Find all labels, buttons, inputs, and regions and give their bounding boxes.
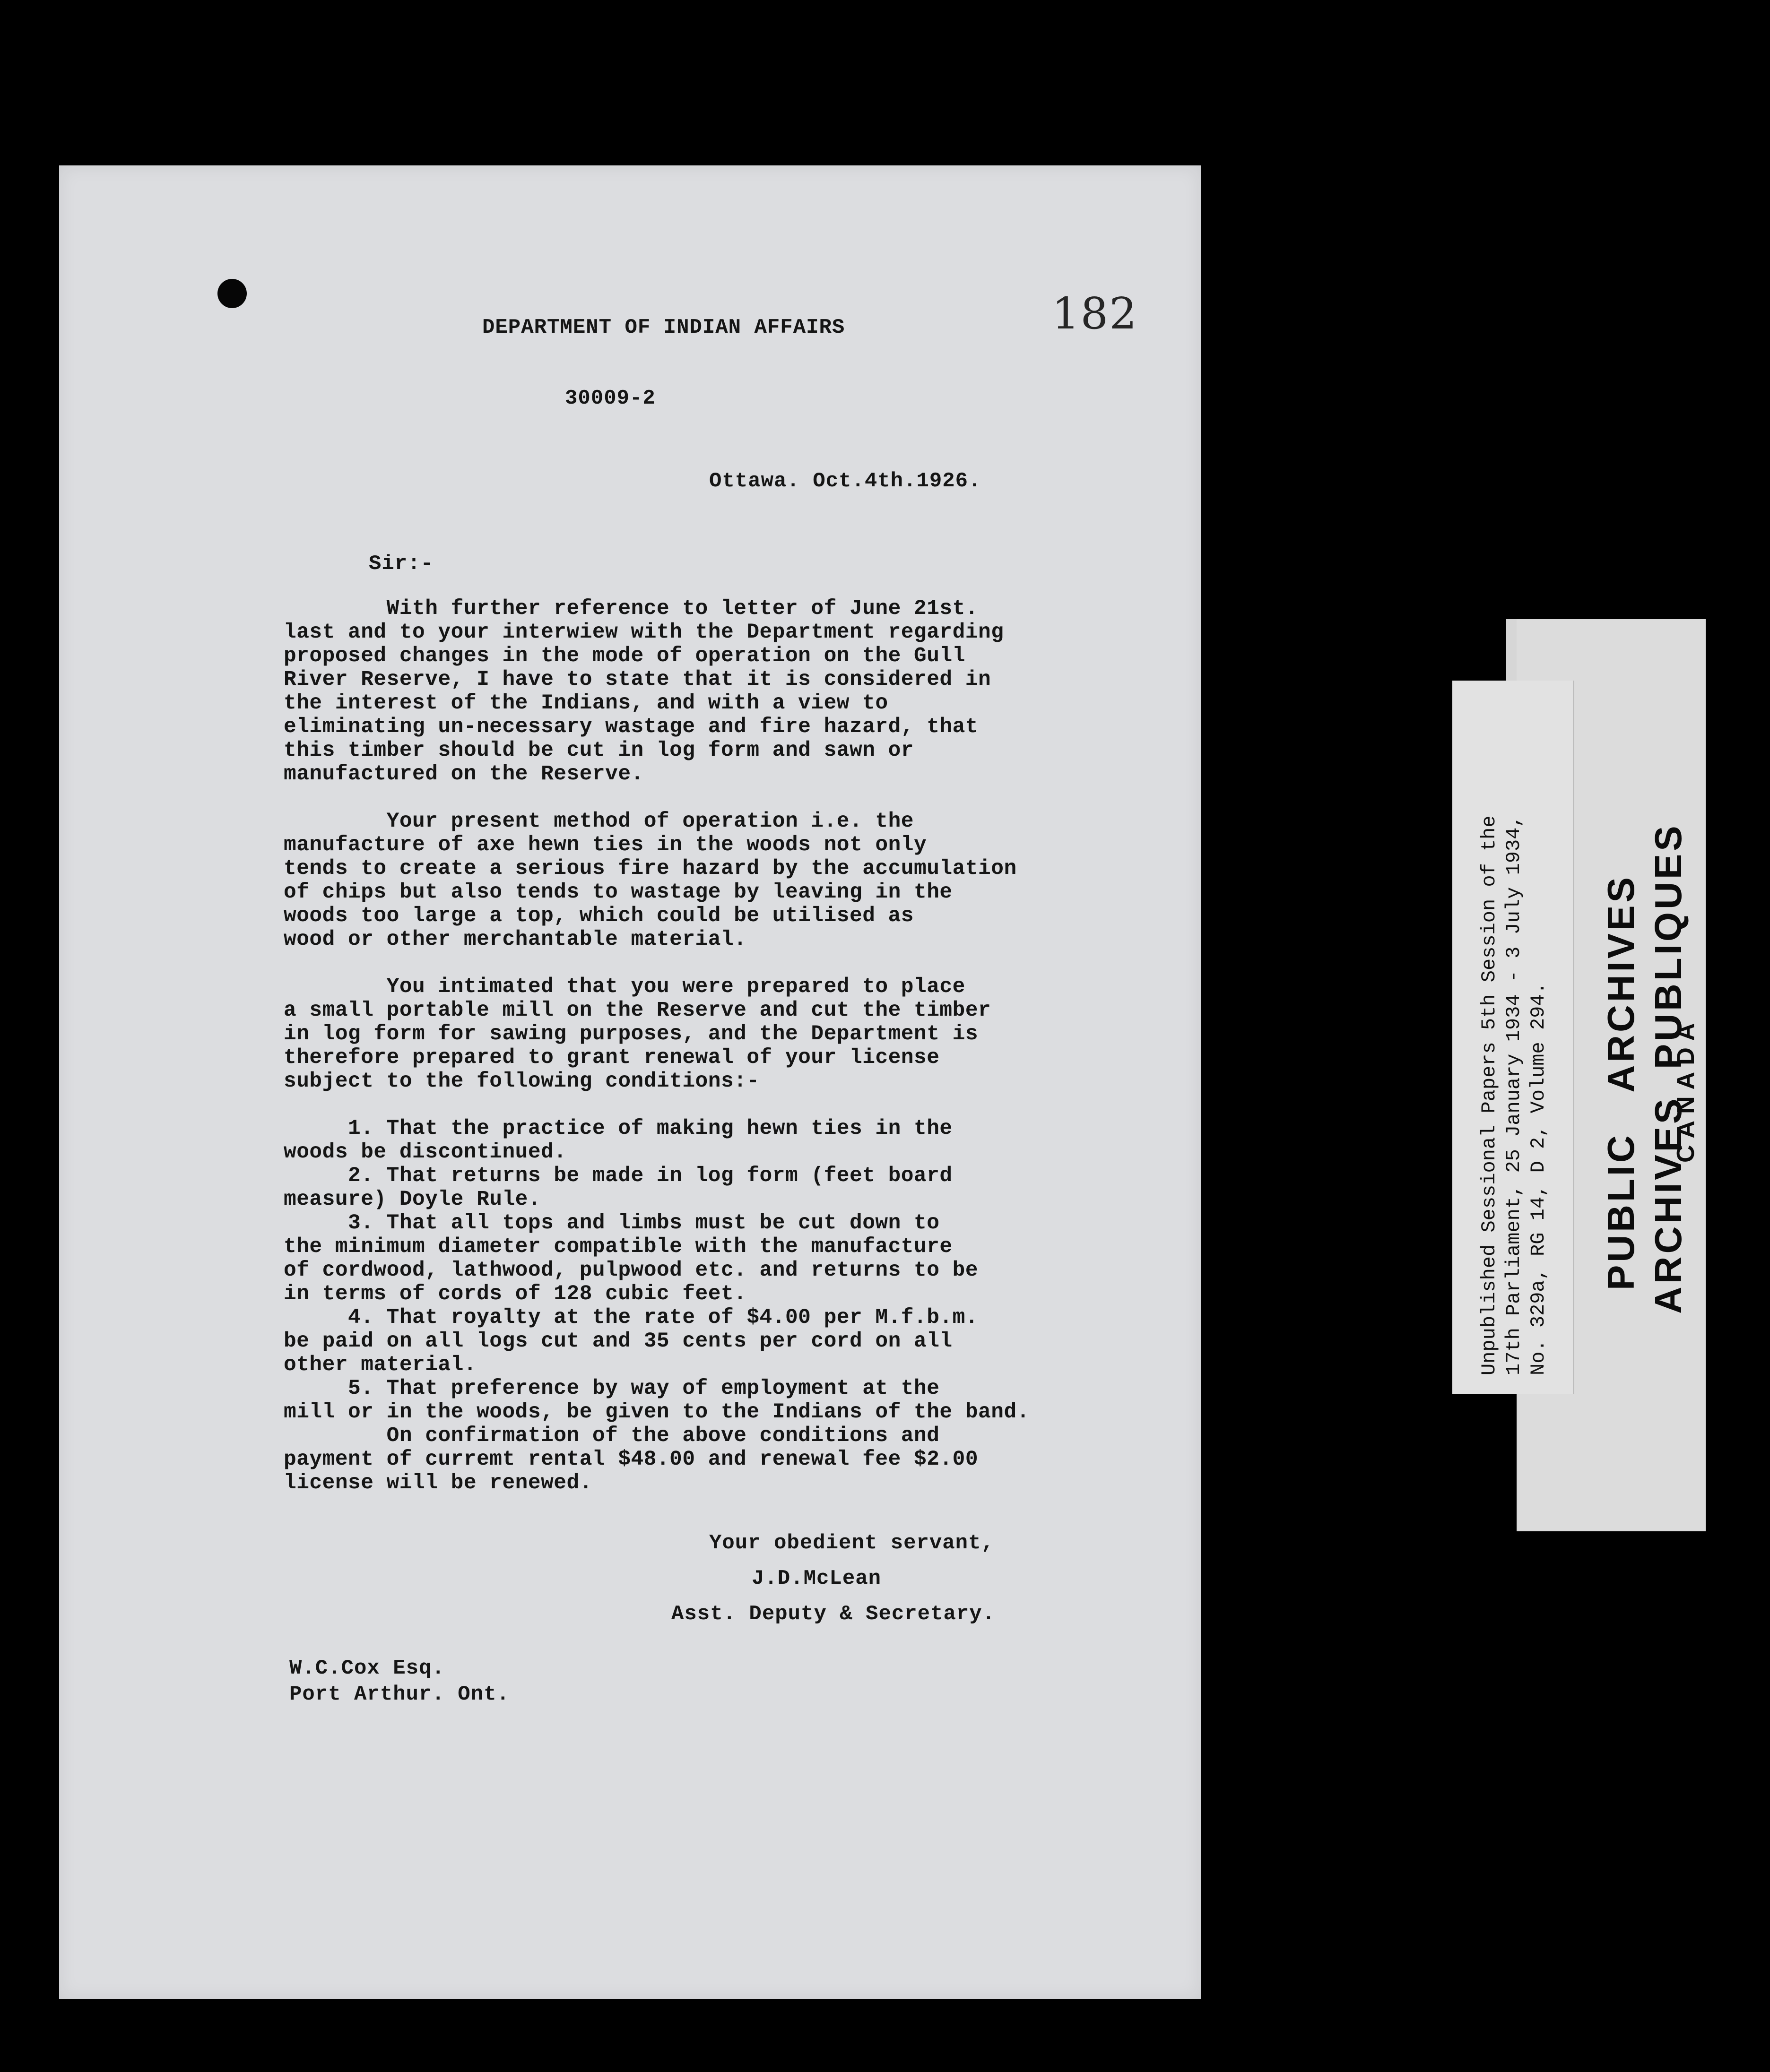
body-line: You intimated that you were prepared to place xyxy=(284,975,965,999)
source-citation xyxy=(1477,815,1551,1375)
body-line: 3. That all tops and limbs must be cut down to xyxy=(284,1211,940,1235)
body-line xyxy=(284,951,1030,975)
body-line: last and to your interwiew with the Department regarding xyxy=(284,621,1004,644)
body-line: in terms of cords of 128 cubic feet. xyxy=(284,1282,747,1306)
source-line: 17th Parliament, 25 January 1934 - 3 July 1934, xyxy=(1502,815,1525,1375)
body-line: 1. That the practice of making hewn ties in the xyxy=(284,1117,953,1140)
body-line: therefore prepared to grant renewal of your license xyxy=(284,1046,940,1070)
body-line: proposed changes in the mode of operation on the Gull xyxy=(284,644,965,668)
department-heading: DEPARTMENT OF INDIAN AFFAIRS xyxy=(482,316,845,339)
public-text: PUBLIC xyxy=(1600,1132,1642,1290)
body-line: 4. That royalty at the rate of $4.00 per M.f.b.m. xyxy=(284,1306,979,1330)
body-line: be paid on all logs cut and 35 cents per cord on all xyxy=(284,1330,953,1353)
body-line: With further reference to letter of June 21st. xyxy=(284,597,979,621)
file-number: 30009-2 xyxy=(565,387,656,410)
body-line: woods be discontinued. xyxy=(284,1140,567,1164)
body-line: measure) Doyle Rule. xyxy=(284,1188,541,1211)
addressee-name: W.C.Cox Esq. xyxy=(289,1657,445,1680)
body-line: other material. xyxy=(284,1353,477,1377)
source-line: No. 329a, RG 14, D 2, Volume 294. xyxy=(1527,982,1550,1375)
letter-page xyxy=(59,165,1201,1999)
source-line: Unpublished Sessional Papers 5th Session of the xyxy=(1478,815,1501,1375)
page-number: 182 xyxy=(1052,288,1138,339)
body-line: of chips but also tends to wastage by leaving in the xyxy=(284,881,953,904)
body-line: mill or in the woods, be given to the Indians of the band. xyxy=(284,1400,1030,1424)
body-line: woods too large a top, which could be utilised as xyxy=(284,904,914,928)
body-line: subject to the following conditions:- xyxy=(284,1070,760,1093)
body-line: in log form for sawing purposes, and the Department is xyxy=(284,1022,979,1046)
body-line: tends to create a serious fire hazard by the accumulation xyxy=(284,857,1017,881)
punch-hole xyxy=(217,279,247,308)
publiques-text: PUBLIQUES xyxy=(1647,823,1689,1070)
body-line: the interest of the Indians, and with a view to xyxy=(284,691,888,715)
archive-source-tab xyxy=(1452,681,1574,1394)
body-line: payment of curremt rental $48.00 and renewal fee $2.00 xyxy=(284,1448,979,1471)
country-name: CANADA xyxy=(1672,1016,1700,1163)
body-line: manufacture of axe hewn ties in the woods not only xyxy=(284,833,927,857)
body-line: license will be renewed. xyxy=(284,1471,592,1495)
body-line xyxy=(284,786,1030,810)
salutation: Sir:- xyxy=(369,552,434,576)
body-line: River Reserve, I have to state that it is considered in xyxy=(284,668,991,691)
body-line: wood or other merchantable material. xyxy=(284,928,747,951)
body-line: 5. That preference by way of employment at the xyxy=(284,1377,940,1400)
archives-fr-text: ARCHIVES xyxy=(1647,1096,1689,1314)
body-line: eliminating un-necessary wastage and fire hazard, that xyxy=(284,715,979,739)
body-line: a small portable mill on the Reserve and cut the timber xyxy=(284,999,991,1022)
place-date: Ottawa. Oct.4th.1926. xyxy=(709,469,981,493)
body-line: this timber should be cut in log form and sawn or xyxy=(284,739,914,762)
addressee-place: Port Arthur. Ont. xyxy=(289,1683,510,1706)
archives-text: ARCHIVES xyxy=(1600,874,1642,1093)
body-line: 2. That returns be made in log form (feet board xyxy=(284,1164,953,1188)
body-line: manufactured on the Reserve. xyxy=(284,762,644,786)
body-line: of cordwood, lathwood, pulpwood etc. and returns to be xyxy=(284,1259,979,1282)
closing: Your obedient servant, xyxy=(709,1531,994,1555)
signatory-title: Asst. Deputy & Secretary. xyxy=(671,1602,996,1626)
body-line: Your present method of operation i.e. the xyxy=(284,810,914,833)
archives-english xyxy=(1599,874,1643,1290)
letter-body xyxy=(284,597,1030,1495)
body-line xyxy=(284,1093,1030,1117)
signatory-name: J.D.McLean xyxy=(752,1567,882,1590)
body-line: On confirmation of the above conditions and xyxy=(284,1424,940,1448)
body-line: the minimum diameter compatible with the manufacture xyxy=(284,1235,953,1259)
